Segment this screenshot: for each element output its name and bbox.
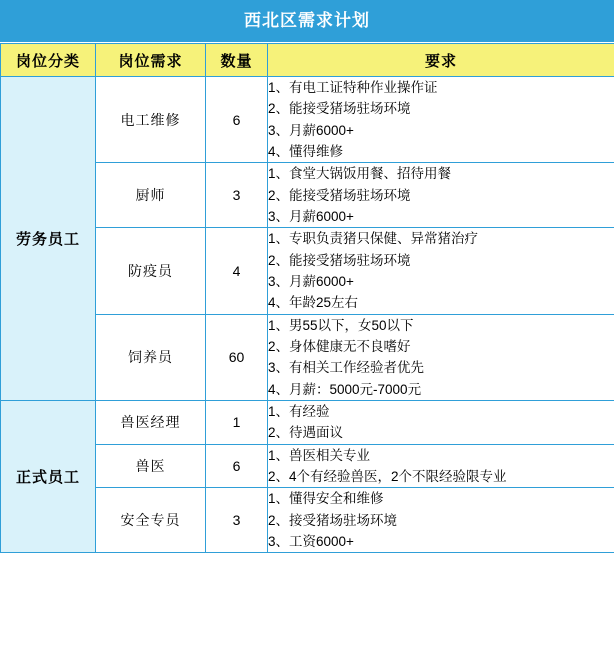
requirements-cell [268,163,614,228]
requirements-cell [268,444,614,488]
job-cell: 防疫员 [96,228,206,314]
requirement-line: 1、专职负责猪只保健、异常猪治疗 [268,231,479,247]
quantity-cell: 1 [206,400,268,444]
job-cell: 兽医经理 [96,400,206,444]
column-header-quantity: 数量 [206,44,268,77]
category-cell: 正式员工 [1,400,96,552]
requirement-line: 1、食堂大锅饭用餐、招待用餐 [268,166,452,182]
requirement-line: 3、月薪6000+ [268,122,354,138]
quantity-cell: 3 [206,163,268,228]
requirement-line: 4、懂得维修 [268,143,344,159]
requirement-line: 1、有经验 [268,403,330,419]
requirements-cell [268,400,614,444]
requirement-line: 1、兽医相关专业 [268,447,371,463]
column-header-category: 岗位分类 [1,44,96,77]
requirement-line: 2、能接受猪场驻场环境 [268,252,411,268]
column-header-job: 岗位需求 [96,44,206,77]
category-cell: 劳务员工 [1,77,96,401]
requirement-line: 2、身体健康无不良嗜好 [268,338,411,354]
requirement-line: 4、年龄25左右 [268,295,359,311]
quantity-cell: 60 [206,314,268,400]
page-title: 西北区需求计划 [0,0,614,43]
requirements-cell [268,77,614,163]
requirement-line: 2、4个有经验兽医，2个不限经验限专业 [268,468,507,484]
requirement-line: 4、月薪：5000元-7000元 [268,381,422,397]
requirements-cell [268,228,614,314]
requirement-line: 2、待遇面议 [268,425,344,441]
job-cell: 兽医 [96,444,206,488]
requirement-line: 2、能接受猪场驻场环境 [268,101,411,117]
job-cell: 安全专员 [96,488,206,553]
requirement-line: 1、有电工证特种作业操作证 [268,80,438,95]
job-cell: 厨师 [96,163,206,228]
job-cell: 电工维修 [96,77,206,163]
requirements-cell [268,314,614,400]
requirements-table [0,43,614,553]
table-row [1,77,614,163]
requirement-line: 2、能接受猪场驻场环境 [268,187,411,203]
requirement-line: 3、有相关工作经验者优先 [268,360,425,376]
quantity-cell: 6 [206,77,268,163]
quantity-cell: 3 [206,488,268,553]
quantity-cell: 4 [206,228,268,314]
requirement-line: 1、懂得安全和维修 [268,491,384,507]
column-header-requirements: 要求 [268,44,614,77]
table-row [1,400,614,444]
quantity-cell: 6 [206,444,268,488]
requirement-line: 2、接受猪场驻场环境 [268,512,398,528]
job-cell: 饲养员 [96,314,206,400]
requirement-line: 3、月薪6000+ [268,273,354,289]
requirement-line: 1、男55以下，女50以下 [268,317,414,333]
requirement-line: 3、月薪6000+ [268,208,354,224]
requirements-cell [268,488,614,553]
requirement-line: 3、工资6000+ [268,533,354,549]
table-header-row [1,44,614,77]
